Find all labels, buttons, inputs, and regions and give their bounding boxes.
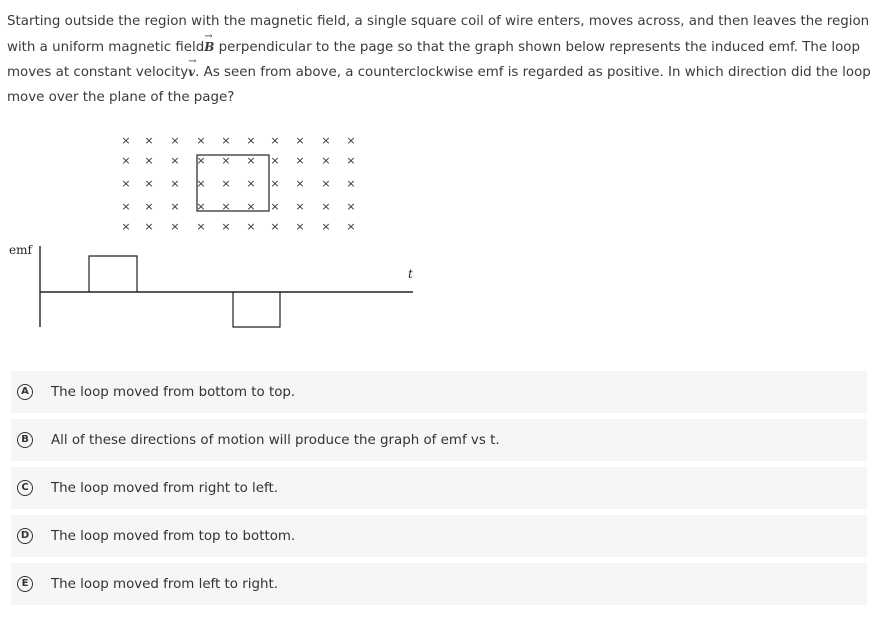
- field-x-mark: ×: [144, 154, 154, 167]
- field-x-mark: ×: [321, 220, 331, 233]
- field-x-mark: ×: [295, 220, 305, 233]
- field-x-mark: ×: [346, 177, 356, 190]
- field-x-mark: ×: [270, 154, 280, 167]
- field-x-mark: ×: [170, 200, 180, 213]
- option-e[interactable]: [11, 563, 867, 605]
- field-x-mark: ×: [246, 134, 256, 147]
- field-x-mark: ×: [144, 177, 154, 190]
- option-e-letter: E: [17, 576, 33, 592]
- field-x-mark: ×: [246, 177, 256, 190]
- field-x-mark: ×: [170, 220, 180, 233]
- field-x-mark: ×: [346, 220, 356, 233]
- field-x-mark: ×: [121, 200, 131, 213]
- field-x-mark: ×: [321, 134, 331, 147]
- option-c-text: The loop moved from right to left.: [51, 480, 278, 496]
- field-x-mark: ×: [121, 134, 131, 147]
- emf-positive-pulse: [89, 256, 137, 292]
- field-x-mark: ×: [246, 200, 256, 213]
- option-d[interactable]: [11, 515, 867, 557]
- option-b[interactable]: [11, 419, 867, 461]
- field-x-mark: ×: [321, 154, 331, 167]
- option-e-text: The loop moved from left to right.: [51, 576, 278, 592]
- field-x-mark: ×: [295, 177, 305, 190]
- option-d-text: The loop moved from top to bottom.: [51, 528, 296, 544]
- field-x-mark: ×: [246, 154, 256, 167]
- field-x-mark: ×: [346, 134, 356, 147]
- answer-options: [11, 371, 867, 611]
- field-x-mark: ×: [170, 177, 180, 190]
- field-x-mark: ×: [196, 134, 206, 147]
- field-x-mark: ×: [196, 200, 206, 213]
- option-a[interactable]: [11, 371, 867, 413]
- option-a-letter: A: [17, 384, 33, 400]
- v-vector-symbol: → v: [188, 60, 195, 85]
- field-x-mark: ×: [121, 154, 131, 167]
- field-x-mark: ×: [221, 134, 231, 147]
- field-x-mark: ×: [270, 220, 280, 233]
- field-x-mark: ×: [221, 200, 231, 213]
- emf-negative-pulse: [233, 292, 280, 327]
- time-axis-label: t: [408, 267, 413, 281]
- option-b-letter: B: [17, 432, 33, 448]
- field-x-mark: ×: [346, 200, 356, 213]
- option-c-letter: C: [17, 480, 33, 496]
- emf-figure: [0, 120, 440, 340]
- field-x-mark: ×: [196, 154, 206, 167]
- field-x-mark: ×: [196, 220, 206, 233]
- field-x-mark: ×: [121, 177, 131, 190]
- question-part-3: . As seen from above, a counterclockwise emf is regarded as positive. In which direction did the loop move over the plane of the page?: [7, 65, 871, 105]
- field-x-mark: ×: [295, 200, 305, 213]
- field-x-mark: ×: [170, 134, 180, 147]
- option-d-letter: D: [17, 528, 33, 544]
- square-coil: [197, 155, 269, 211]
- field-x-mark: ×: [144, 220, 154, 233]
- field-x-mark: ×: [221, 220, 231, 233]
- field-x-mark: ×: [270, 200, 280, 213]
- field-x-mark: ×: [295, 134, 305, 147]
- magnetic-field-grid: [121, 134, 355, 233]
- option-b-text: All of these directions of motion will produce the graph of emf vs t.: [51, 432, 500, 448]
- field-x-mark: ×: [121, 220, 131, 233]
- b-vector-symbol: → B: [204, 35, 214, 60]
- field-x-mark: ×: [270, 134, 280, 147]
- field-x-mark: ×: [321, 177, 331, 190]
- field-x-mark: ×: [270, 177, 280, 190]
- emf-axis-label: emf: [9, 243, 32, 257]
- option-a-text: The loop moved from bottom to top.: [51, 384, 296, 400]
- field-x-mark: ×: [346, 154, 356, 167]
- field-x-mark: ×: [144, 200, 154, 213]
- option-c[interactable]: [11, 467, 867, 509]
- field-x-mark: ×: [321, 200, 331, 213]
- question-part-2: perpendicular to the page so that the graph shown below represents the induced emf. The loop moves at constant velocity: [7, 39, 860, 80]
- field-x-mark: ×: [170, 154, 180, 167]
- question-text: [7, 10, 873, 110]
- field-x-mark: ×: [246, 220, 256, 233]
- field-x-mark: ×: [221, 177, 231, 190]
- question-part-1: Starting outside the region with the magnetic field, a single square coil of wire enters, moves across, and then leaves the region with a uniform magnetic field: [7, 14, 870, 55]
- field-x-mark: ×: [144, 134, 154, 147]
- field-x-mark: ×: [295, 154, 305, 167]
- field-x-mark: ×: [196, 177, 206, 190]
- field-x-mark: ×: [221, 154, 231, 167]
